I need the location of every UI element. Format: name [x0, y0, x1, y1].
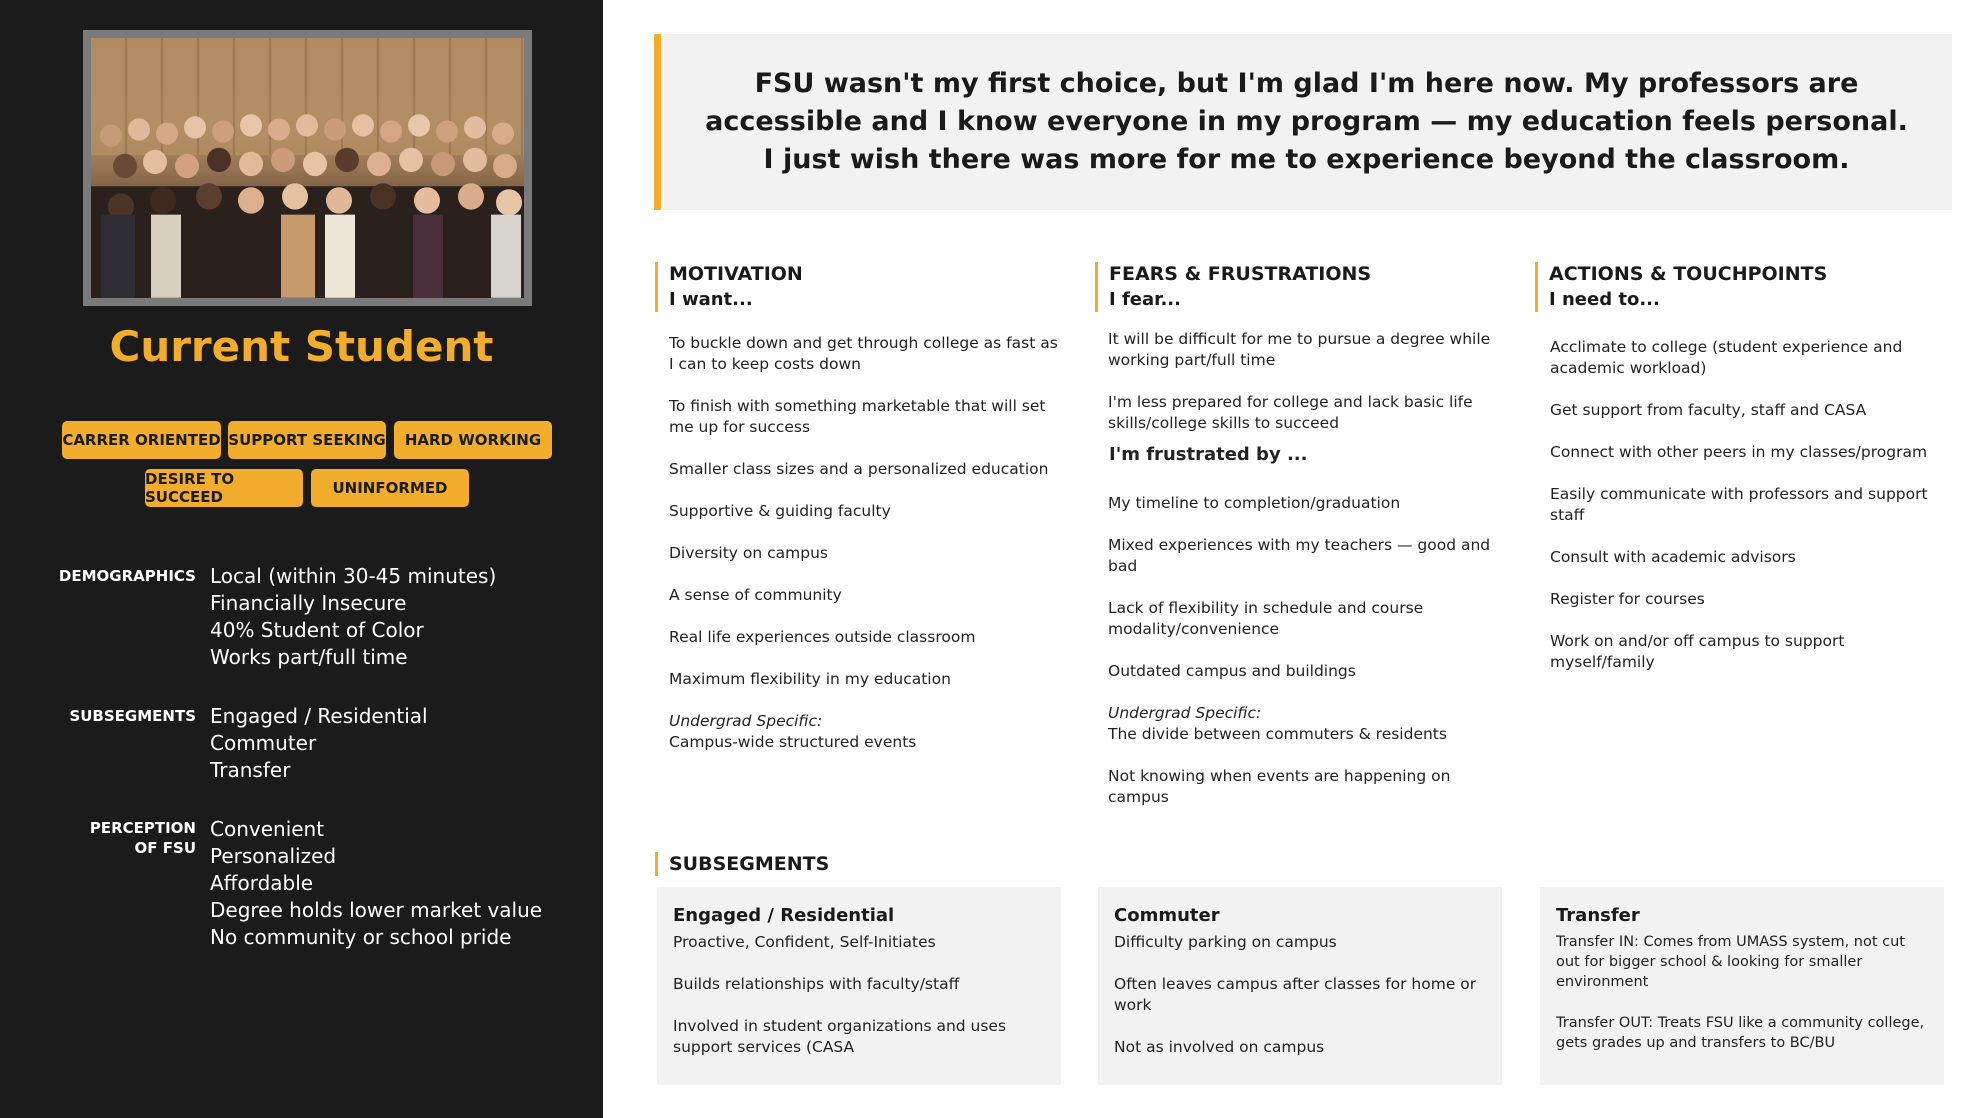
group-photo [91, 38, 524, 298]
perception-value: Degree holds lower market value [210, 898, 543, 922]
perception-value: No community or school pride [210, 925, 512, 949]
subsegment-value: Engaged / Residential [210, 704, 428, 728]
tag-desire-to-succeed: DESIRE TO SUCCEED [145, 469, 303, 507]
fears-header [1095, 262, 1371, 312]
perception-values [210, 816, 542, 951]
quote-text: FSU wasn't my first choice, but I'm glad I'm here now. My professors are accessible and I know everyone in my program — my education feels personal. I just wish there was more for me to experience beyond the classroom. [705, 68, 1908, 175]
perception-value: Convenient [210, 817, 325, 841]
subsegments-values [210, 703, 428, 784]
list-item: Lack of flexibility in schedule and course modality/convenience [1108, 599, 1424, 638]
list-item: Register for courses [1550, 590, 1705, 608]
persona-panel [0, 0, 603, 1118]
list-item: Transfer IN: Comes from UMASS system, not cut out for bigger school & looking for smaller environment [1556, 934, 1905, 990]
list-item: A sense of community [669, 586, 842, 604]
actions-list [1550, 337, 1930, 694]
perception-label-line2: OF FSU [134, 839, 196, 857]
list-item: Difficulty parking on campus [1114, 933, 1337, 951]
list-item: Consult with academic advisors [1550, 548, 1796, 566]
undergrad-label: Undergrad Specific: [1108, 704, 1262, 722]
list-item: Connect with other peers in my classes/program [1550, 443, 1928, 461]
list-item: My timeline to completion/graduation [1108, 494, 1401, 512]
list-item: Acclimate to college (student experience and academic workload) [1550, 338, 1903, 377]
list-item: Work on and/or off campus to support myself/family [1550, 632, 1845, 671]
list-item: Transfer OUT: Treats FSU like a community college, gets grades up and transfers to BC/BU [1556, 1015, 1925, 1051]
fears-list [1108, 329, 1498, 808]
subsegment-card-commuter [1098, 887, 1502, 1085]
list-item: Often leaves campus after classes for home or work [1114, 975, 1477, 1014]
perception-value: Personalized [210, 844, 337, 868]
list-item: Supportive & guiding faculty [669, 502, 891, 520]
list-item: Not as involved on campus [1114, 1038, 1325, 1056]
list-item: Proactive, Confident, Self-Initiates [673, 933, 936, 951]
actions-title: ACTIONS & TOUCHPOINTS [1549, 263, 1828, 285]
perception-label [46, 818, 196, 858]
motivation-title: MOTIVATION [669, 263, 803, 285]
card-title: Transfer [1556, 905, 1640, 926]
demographic-value: 40% Student of Color [210, 618, 424, 642]
demographics-label: DEMOGRAPHICS [58, 567, 196, 585]
list-item: It will be difficult for me to pursue a degree while working part/full time [1108, 330, 1491, 369]
list-item: Smaller class sizes and a personalized education [669, 460, 1049, 478]
card-title: Engaged / Residential [673, 905, 895, 926]
subsegment-card-engaged [657, 887, 1061, 1085]
list-item: To finish with something marketable that will set me up for success [669, 397, 1046, 436]
list-item: I'm less prepared for college and lack basic life skills/college skills to succeed [1108, 393, 1473, 432]
motivation-header [655, 262, 803, 312]
fears-title: FEARS & FRUSTRATIONS [1109, 263, 1372, 285]
tag-uninformed: UNINFORMED [311, 469, 469, 507]
subsegments-label: SUBSEGMENTS [69, 707, 196, 725]
list-item: To buckle down and get through college as fast as I can to keep costs down [669, 334, 1058, 373]
tag-support-seeking: SUPPORT SEEKING [228, 421, 386, 459]
demographic-value: Financially Insecure [210, 591, 407, 615]
undergrad-label: Undergrad Specific: [669, 712, 823, 730]
perception-label-line1: PERCEPTION [89, 819, 196, 837]
subsegments-section-title: SUBSEGMENTS [655, 852, 829, 876]
list-item: Not knowing when events are happening on campus [1108, 767, 1451, 806]
motivation-subtitle: I want... [669, 289, 753, 310]
fears-subtitle: I fear... [1109, 289, 1181, 310]
list-item: Get support from faculty, staff and CASA [1550, 401, 1867, 419]
actions-header [1535, 262, 1827, 312]
list-item: Involved in student organizations and uses support services (CASA [673, 1017, 1007, 1056]
persona-title: Current Student [109, 322, 494, 371]
list-item: Mixed experiences with my teachers — good and bad [1108, 536, 1491, 575]
subsegment-value: Commuter [210, 731, 317, 755]
frustrated-title: I'm frustrated by ... [1109, 444, 1308, 465]
perception-value: Affordable [210, 871, 314, 895]
subsegment-card-transfer [1540, 887, 1944, 1085]
photo-frame [83, 30, 532, 306]
tag-career-oriented: CARRER ORIENTED [62, 421, 221, 459]
persona-quote [654, 34, 1952, 210]
list-item: Outdated campus and buildings [1108, 662, 1356, 680]
subsegment-value: Transfer [210, 758, 291, 782]
list-item: Builds relationships with faculty/staff [673, 975, 960, 993]
motivation-list [669, 333, 1059, 753]
demographic-value: Local (within 30-45 minutes) [210, 564, 497, 588]
list-item: Maximum flexibility in my education [669, 670, 951, 688]
list-item: Campus-wide structured events [669, 733, 917, 751]
actions-subtitle: I need to... [1549, 289, 1660, 310]
demographics-values [210, 563, 496, 671]
tag-hard-working: HARD WORKING [394, 421, 552, 459]
list-item: The divide between commuters & residents [1108, 725, 1447, 743]
demographic-value: Works part/full time [210, 645, 408, 669]
list-item: Real life experiences outside classroom [669, 628, 976, 646]
card-title: Commuter [1114, 905, 1220, 926]
list-item: Diversity on campus [669, 544, 828, 562]
list-item: Easily communicate with professors and support staff [1550, 485, 1928, 524]
